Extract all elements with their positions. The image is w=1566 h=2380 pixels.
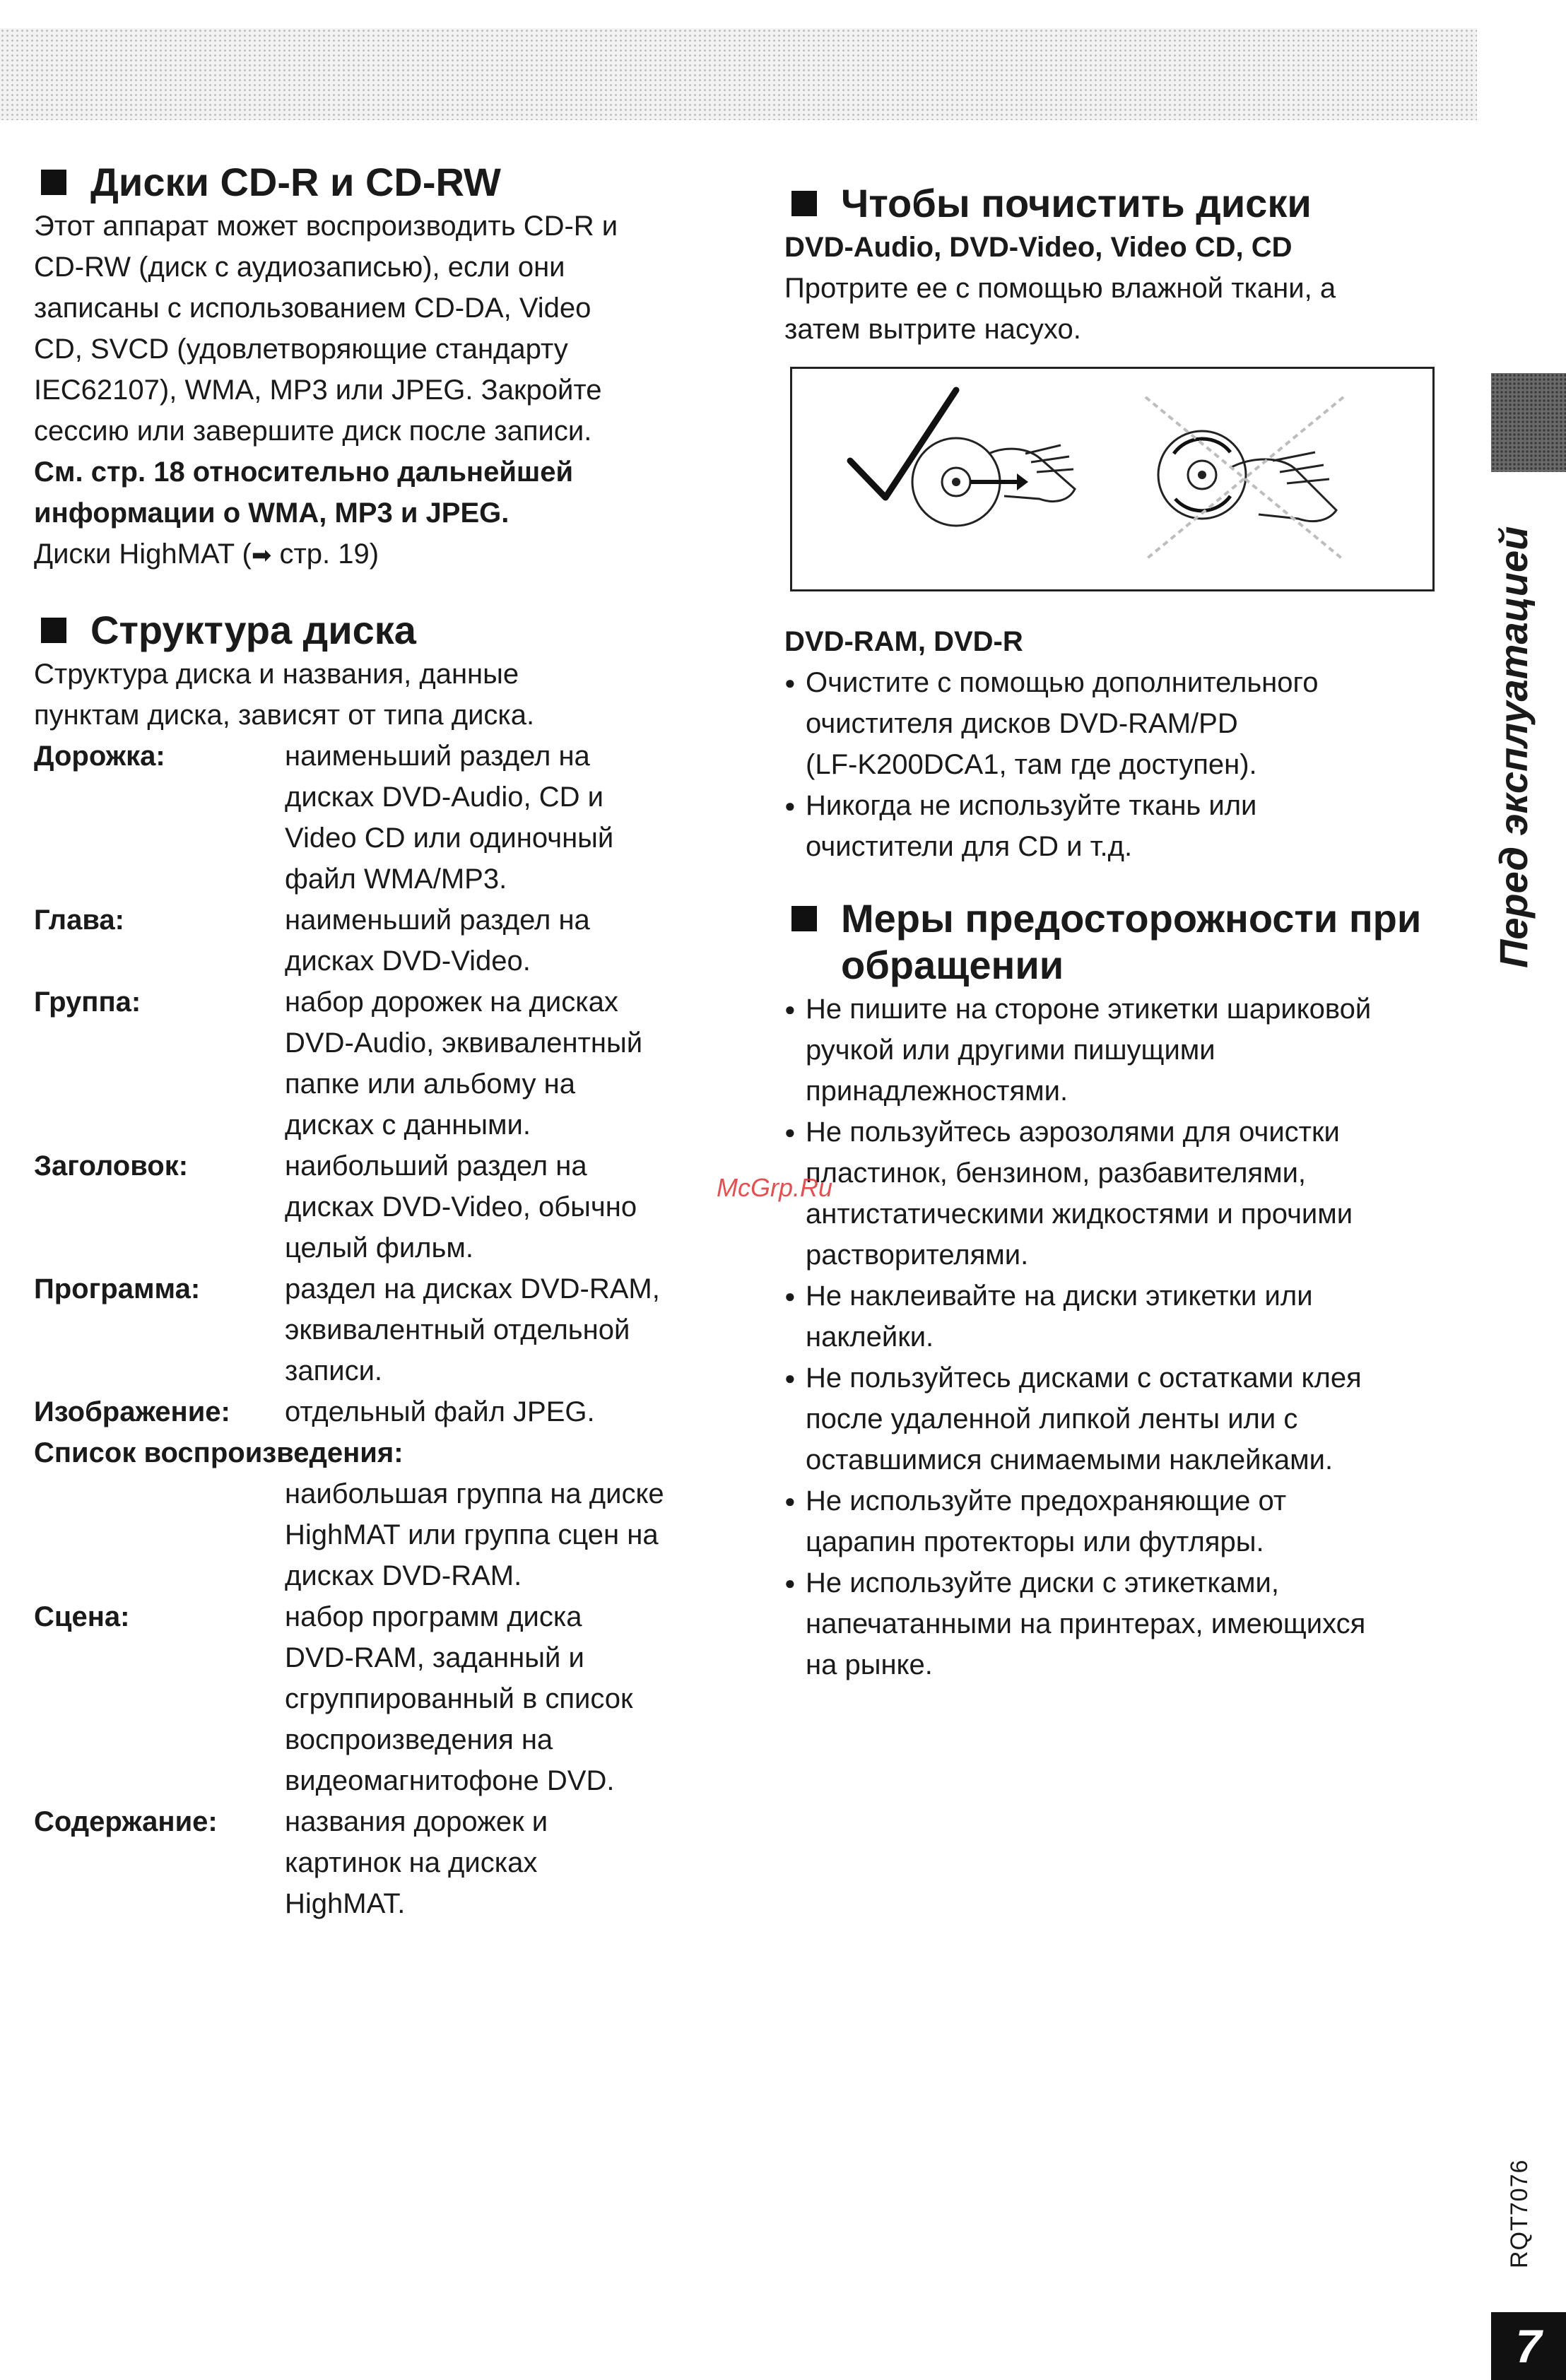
list-item: ● Не используйте предохраняющие от царапин протекторы или футляры. <box>784 1480 1491 1562</box>
list-item: ● Не наклеивайте на диски этикетки или наклейки. <box>784 1276 1491 1357</box>
precautions-bullets <box>784 989 1491 1685</box>
list-item: ● Не пишите на стороне этикетки шариковой ручкой или другими пишущими принадлежностями. <box>784 989 1491 1112</box>
term-list <box>34 736 741 1924</box>
bullet-square-icon <box>791 191 817 216</box>
list-item: ● Не используйте диски с этикетками, напечатанными на принтерах, имеющихся на рынке. <box>784 1562 1491 1685</box>
cleaning-disc-types: DVD-Audio, DVD-Video, Video CD, CD <box>784 232 1293 263</box>
term-picture: Изображение: отдельный файл JPEG. <box>34 1396 595 1427</box>
bullet-square-icon <box>41 618 66 643</box>
cleaning-instructions: Протрите ее с помощью влажной ткани, а затем вытрите насухо. <box>784 273 1336 345</box>
handling-precautions-section <box>784 895 1491 1685</box>
list-item: ● Очистите с помощью дополнительного очистителя дисков DVD-RAM/PD (LF-K200DCA1, там где доступен). <box>784 662 1491 785</box>
disc-correct-icon <box>912 438 1075 526</box>
term-track: Дорожка: наименьший раздел на дисках DVD-Audio, CD и Video CD или одиночный файл WMA/MP3. <box>34 741 614 895</box>
disc-structure-intro: Структура диска и названия, данные пунктам диска, зависят от типа диска. <box>34 659 535 731</box>
watermark: McGrp.Ru <box>717 1173 833 1202</box>
section-tab-marker <box>1491 373 1566 472</box>
cleaning-heading: Чтобы почистить диски <box>784 180 1491 227</box>
term-chapter: Глава: наименьший раздел на дисках DVD-Video. <box>34 905 590 977</box>
document-code: RQT7076 <box>1506 2159 1533 2268</box>
dvd-ram-r-heading: DVD-RAM, DVD-R <box>784 626 1023 657</box>
term-contents: Содержание: названия дорожек и картинок на дисках HighMAT. <box>34 1806 548 1919</box>
term-title: Заголовок: наибольший раздел на дисках DVD-Video, обычно целый фильм. <box>34 1150 637 1263</box>
dvd-ram-bullets <box>784 662 1491 867</box>
disc-structure-heading: Структура диска <box>34 607 741 654</box>
cd-r-rw-heading: Диски CD-R и CD-RW <box>34 159 741 206</box>
list-item: ● Не пользуйтесь аэрозолями для очистки пластинок, бензином, разбавителями, антистатическими жидкостями и прочими растворителями. <box>784 1112 1491 1276</box>
bullet-square-icon <box>41 170 66 195</box>
cd-r-rw-text: Этот аппарат может воспроизводить CD-R и CD-RW (диск с аудиозаписью), если они записаны с использованием CD-DA, Video CD, SVCD (удовлетворяющие стандарту IEC62107), WMA, MP3 или JPEG. Закройте сессию или завершите диск после записи. <box>34 211 618 447</box>
chapter-title-vertical: Перед эксплуатацией <box>1491 526 1536 968</box>
decorative-header-band <box>0 28 1477 120</box>
list-item: ● Не пользуйтесь дисками с остатками клея после удаленной липкой ленты или с оставшимися снимаемыми наклейками. <box>784 1357 1491 1480</box>
cd-r-rw-section <box>34 159 741 576</box>
disc-structure-section <box>34 607 741 1924</box>
term-playlist: Список воспроизведения: <box>34 1437 404 1468</box>
right-column <box>784 180 1491 1685</box>
cleaning-diagram-svg <box>792 369 1432 589</box>
term-group: Группа: набор дорожек на дисках DVD-Audio, эквивалентный папке или альбому на дисках с данными. <box>34 986 643 1141</box>
left-column <box>34 159 741 1924</box>
list-item: ● Никогда не используйте ткань или очистители для CD и т.д. <box>784 785 1491 867</box>
term-scene: Сцена: набор программ диска DVD-RAM, заданный и сгруппированный в список воспроизведения на видеомагнитофоне DVD. <box>34 1601 633 1796</box>
term-playlist-definition: наибольшая группа на диске HighMAT или группа сцен на дисках DVD-RAM. <box>285 1478 664 1591</box>
highmat-reference: Диски HighMAT (➡ стр. 19) <box>34 538 379 570</box>
term-program: Программа: раздел на дисках DVD-RAM, эквивалентный отдельной записи. <box>34 1273 660 1386</box>
cleaning-section <box>784 180 1491 867</box>
page-number: 7 <box>1491 2312 1566 2380</box>
handling-precautions-heading: Меры предосторожности при обращении <box>784 895 1491 989</box>
arrow-right-icon: ➡ <box>251 542 272 569</box>
cleaning-illustration <box>790 367 1435 591</box>
disc-incorrect-icon <box>1146 397 1343 560</box>
bullet-square-icon <box>791 906 817 931</box>
wma-mp3-jpeg-note: См. стр. 18 относительно дальнейшей информации о WMA, MP3 и JPEG. <box>34 456 574 529</box>
